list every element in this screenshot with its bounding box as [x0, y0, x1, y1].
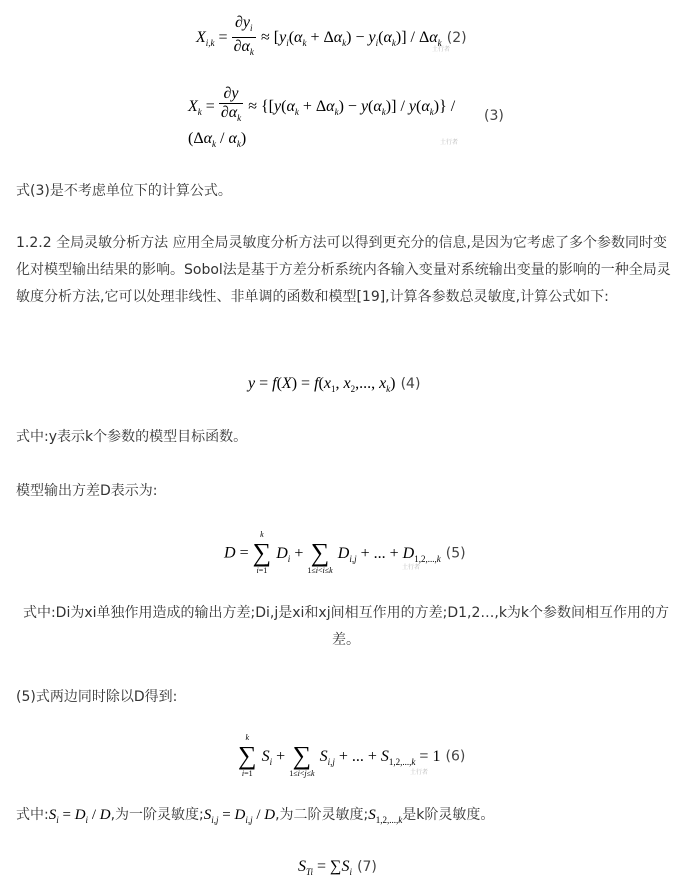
- equation-7-tag: (7): [357, 859, 377, 875]
- equation-3-line2: $(\Delta\alpha_k / \alpha_k)$: [188, 130, 247, 150]
- watermark-eq2: 土行者: [432, 46, 451, 53]
- equation-6: k ∑ i=1 $S_i$ + ∑ 1≤i<j≤k $S_{i,j}$ + ... + $S_{1,2,...,k} = 1$ (6): [238, 733, 466, 778]
- paragraph-unitless: 式(3)是不考虑单位下的计算公式。: [16, 183, 232, 199]
- p7-mid2: ,为二阶灵敏度;: [275, 807, 369, 823]
- paragraph-di-def: 式中:Di为xi单独作用造成的输出方差;Di,j是xi和xj间相互作用的方差;D1,2…,k为k个参数间相互作用的方差。: [22, 605, 670, 648]
- equation-4: $y = f(X) = f(x_1$, $x_2$,..., $x_k$) (4): [248, 375, 421, 395]
- equation-5-tag: (5): [445, 545, 466, 562]
- equation-3: $X_k$ = $\frac{\partial y}{\partial\alpha_k}$ ≈ $\{[y(\alpha_k + \Delta\alpha_k) - y(\alpha_k)] / y(\alpha_k)\}$ /: [188, 85, 456, 124]
- p7-mid1: ,为一阶灵敏度;: [110, 807, 204, 823]
- watermark-eq5: 土行者: [402, 564, 421, 571]
- p7-end: 是k阶灵敏度。: [402, 807, 495, 823]
- equation-2-tag: (2): [446, 30, 467, 47]
- watermark-eq3: 土行者: [440, 139, 459, 146]
- paragraph-variance: 模型输出方差D表示为:: [16, 483, 158, 499]
- paragraph-divide-d: (5)式两边同时除以D得到:: [16, 689, 178, 705]
- paragraph-order-sensitivity: 式中$:S_i = D_i / D$,为一阶灵敏度$;S_{i,j} = D_{i,j} / D$,为二阶灵敏度$;S_{1,2,...,k}$是k阶灵敏度。: [16, 807, 495, 825]
- p7-prefix: 式中:: [16, 807, 49, 823]
- paragraph-global-sensitivity: 1.2.2 全局灵敏分析方法 应用全局灵敏度分析方法可以得到更充分的信息,是因为它考虑了多个参数同时变化对模型输出结果的影响。Sobol法是基于方差分析系统内各输入变量对系统输出变量的影响的一种全局灵敏度分析方法,它可以处理非线性、非单调的函数和模型[19],计算各参数总灵敏度,计算公式如下:: [16, 235, 671, 305]
- watermark-eq6: 土行者: [410, 769, 429, 776]
- equation-2: $X_{i,k}$ = $\frac{\partial y_i}{\partial\alpha_k}$ ≈ $[y_i(\alpha_k + \Delta\alpha_k) - y_i(\alpha_k)] / \Delta\alpha_k$ (2): [196, 14, 467, 58]
- equation-7: $S_{Ti} = \sum S_i$ (7): [298, 858, 377, 878]
- paragraph-y-def: 式中:y表示k个参数的模型目标函数。: [16, 429, 248, 445]
- equation-6-tag: (6): [445, 748, 466, 765]
- equation-4-tag: (4): [400, 376, 421, 392]
- equation-5: D = k ∑ i=1 $D_i$ + ∑ 1≤i<i≤k $D_{i,j}$ + ... + $D_{1,2,...,k}$ (5): [224, 530, 466, 575]
- equation-3-tag: (3): [484, 108, 504, 124]
